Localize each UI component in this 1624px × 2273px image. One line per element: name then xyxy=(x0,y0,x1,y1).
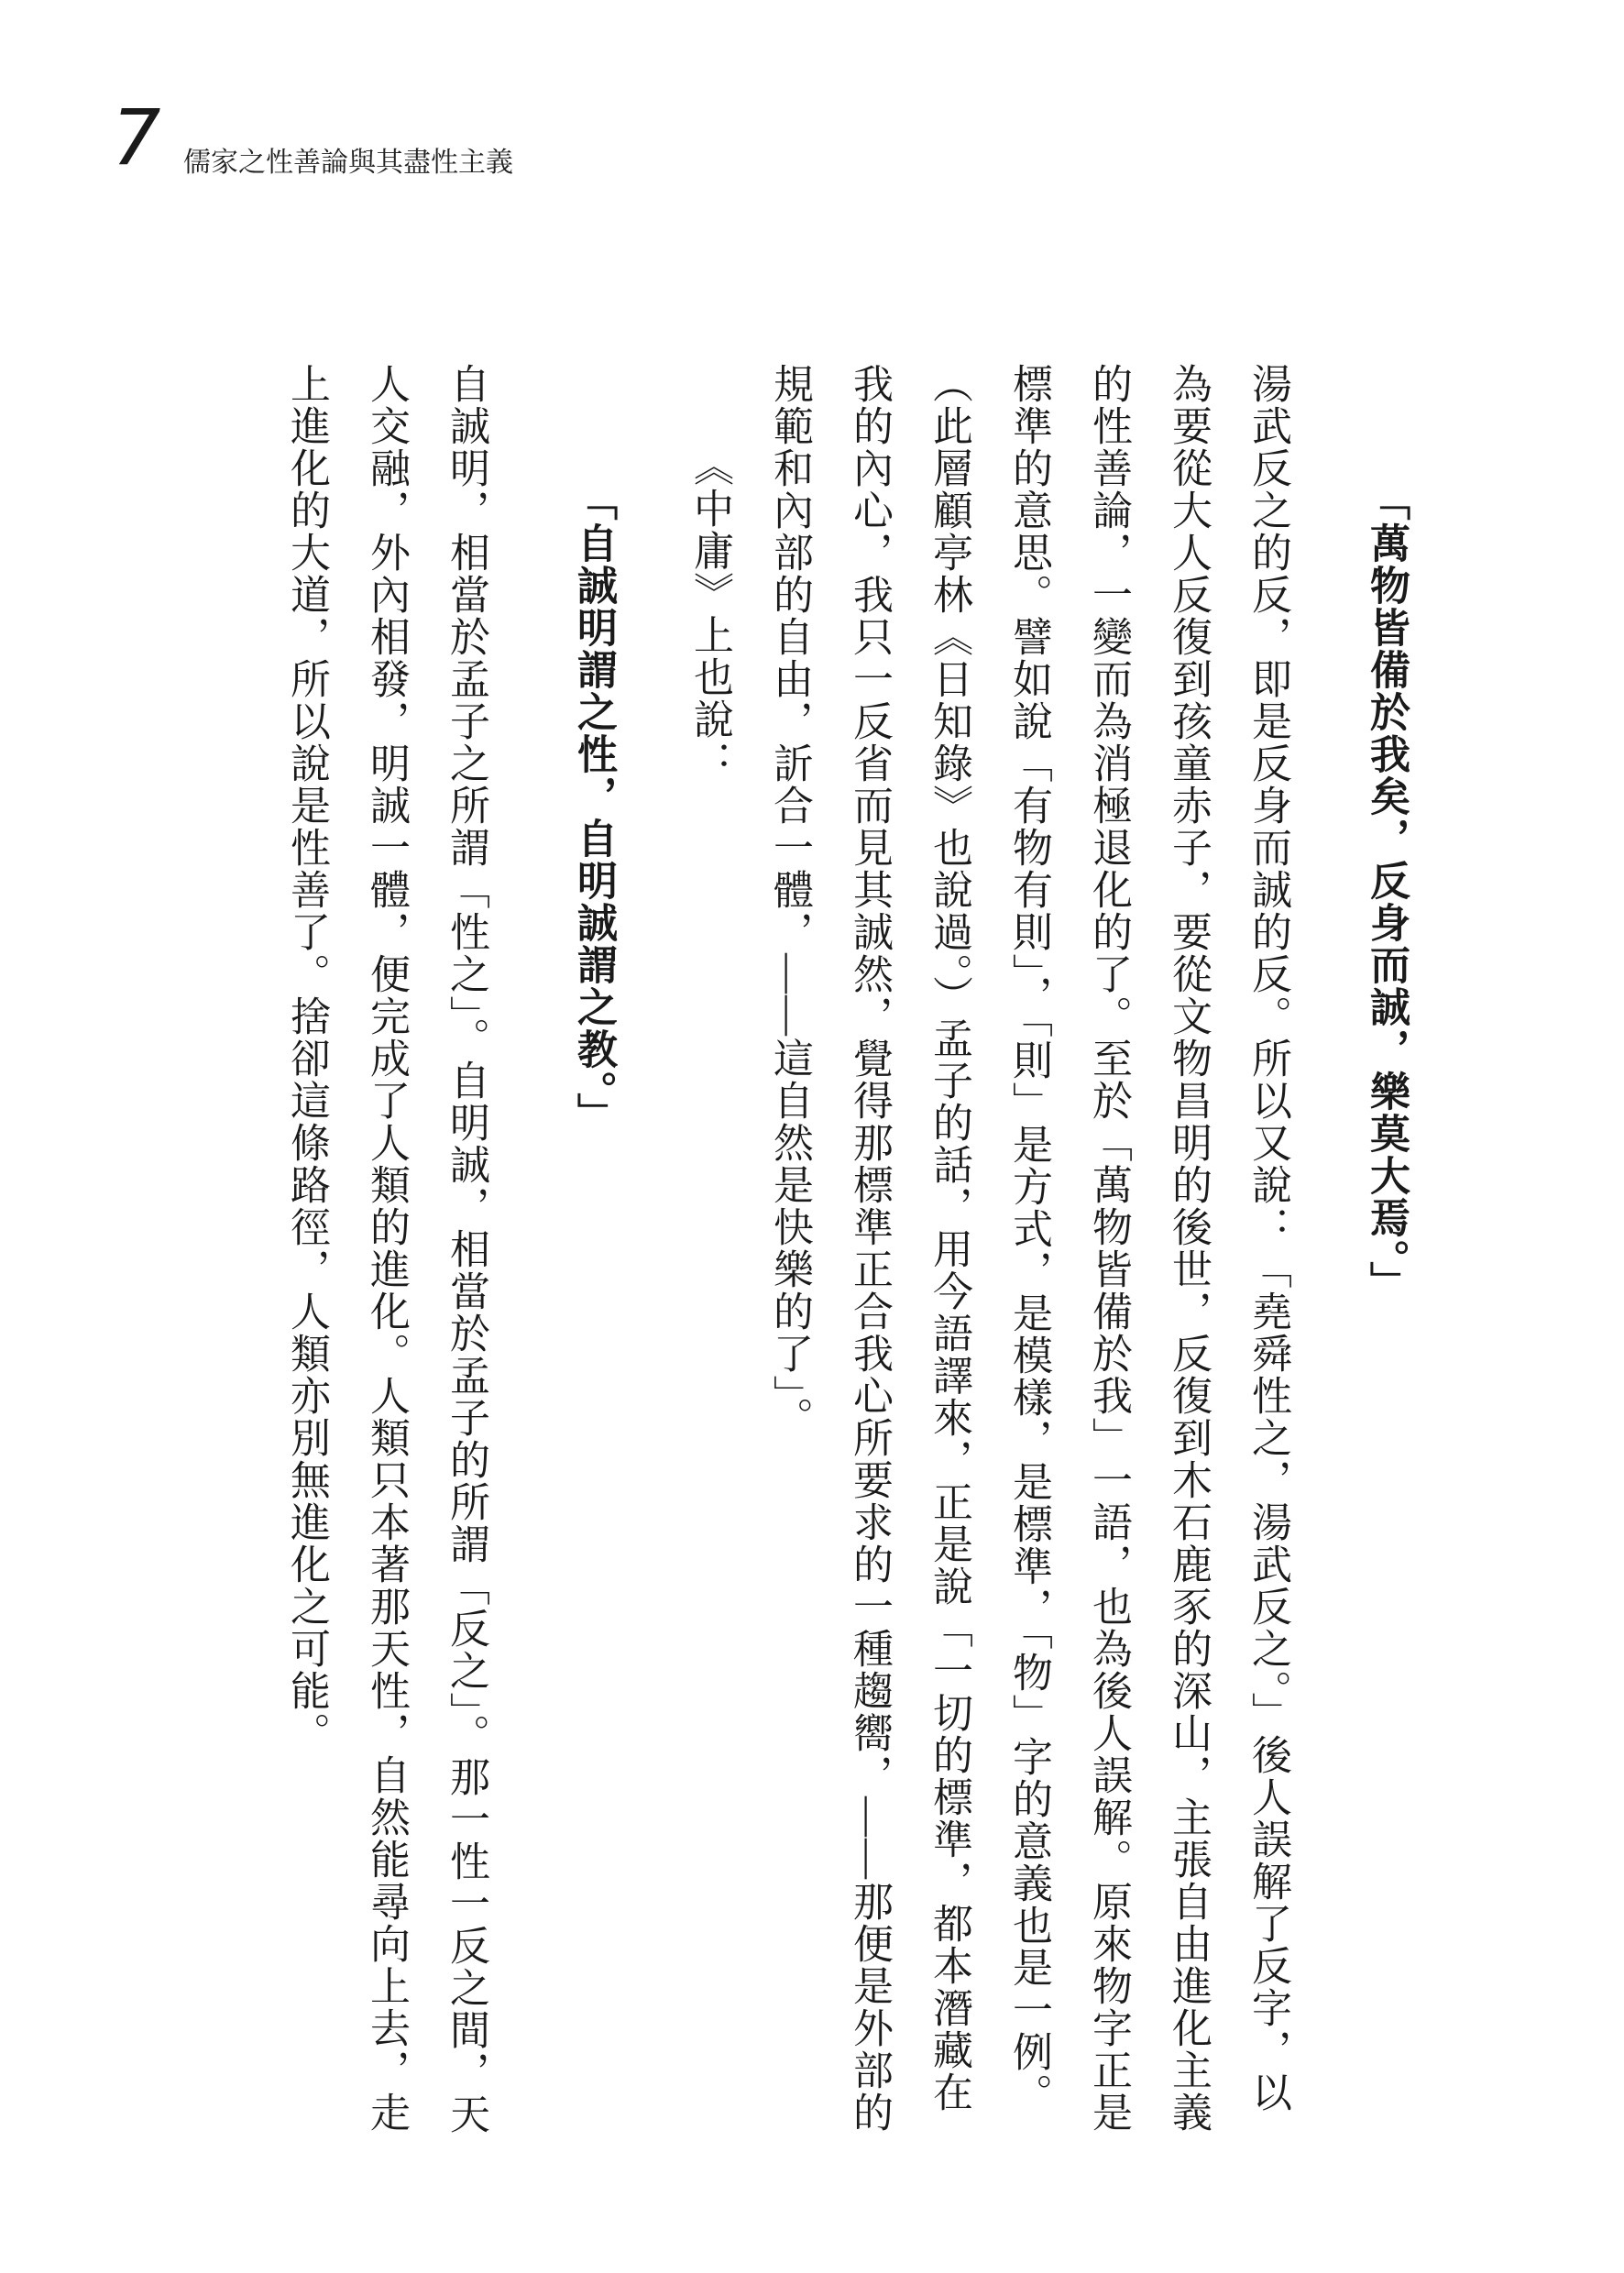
vertical-text-block xyxy=(284,363,1409,2150)
paragraph1-column-5: （此層顧亭林《日知錄》也說過。）孟子的話，用今語譯來，正是說「一切的標準，都本潛藏在 xyxy=(927,363,971,2114)
blockquote-column-2: 「自誠明謂之性，自明誠謂之教。」 xyxy=(571,480,616,1135)
paragraph1-column-4: 標準的意思。譬如說「有物有則」，「則」是方式，是模樣，是標準，「物」字的意義也是一例。 xyxy=(1006,363,1051,2115)
page-number: 7 xyxy=(112,93,161,182)
paragraph1-column-1: 湯武反之的反，即是反身而誠的反。所以又說：「堯舜性之，湯武反之。」後人誤解了反字，以 xyxy=(1245,363,1290,2114)
paragraph2-column-1: 自誠明，相當於孟子之所謂「性之」。自明誠，相當於孟子的所謂「反之」。那一性一反之間，天 xyxy=(444,363,488,2136)
running-title: 儒家之性善論與其盡性主義 xyxy=(183,148,513,178)
paragraph1-column-7: 規範和內部的自由，訢合一體，——這自然是快樂的了」。 xyxy=(767,363,812,1439)
paragraph2-column-3: 上進化的大道，所以說是性善了。捨卻這條路徑，人類亦別無進化之可能。 xyxy=(284,363,329,1754)
paragraph2-column-2: 人交融，外內相發，明誠一體，便完成了人類的進化。人類只本著那天性，自然能尋向上去，走 xyxy=(364,363,409,2134)
paragraph1-column-3: 的性善論，一變而為消極退化的了。至於「萬物皆備於我」一語，也為後人誤解。原來物字正是 xyxy=(1086,363,1131,2134)
blockquote-column-1: 「萬物皆備於我矣，反身而誠，樂莫大焉。」 xyxy=(1364,480,1409,1303)
paragraph1-column-2: 為要從大人反復到孩童赤子，要從文物昌明的後世，反復到木石鹿豕的深山，主張自由進化主義 xyxy=(1166,363,1211,2134)
intro-line-column: 《中庸》上也說： xyxy=(687,445,732,783)
paragraph1-column-6: 我的內心，我只一反省而見其誠然，覺得那標準正合我心所要求的一種趨嚮，——那便是外部的 xyxy=(847,363,892,2134)
